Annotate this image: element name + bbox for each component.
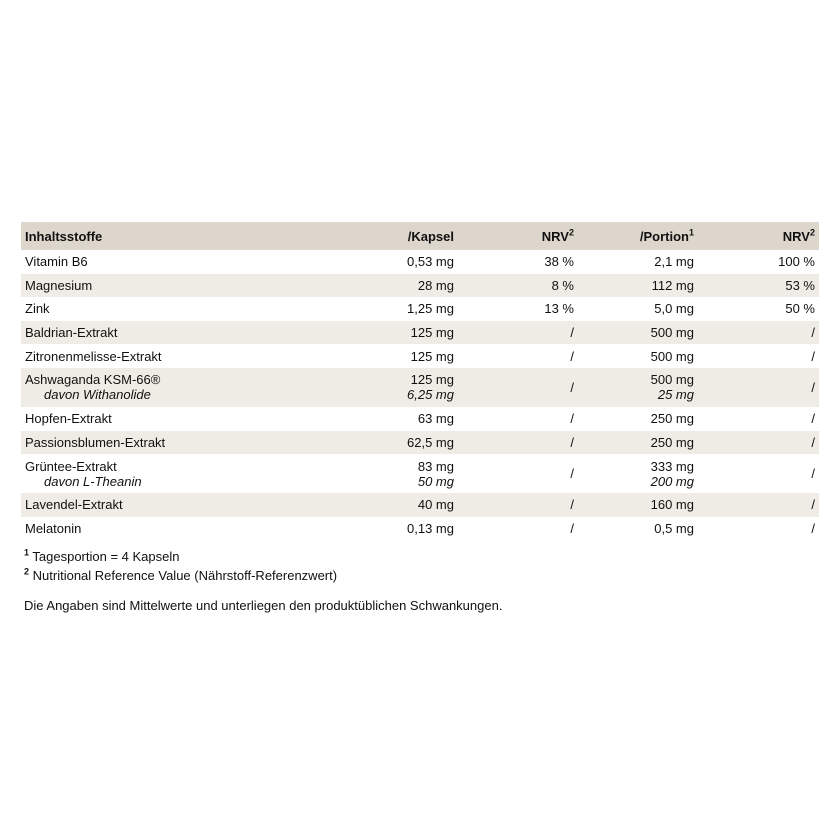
amount-per-capsule-sub-value: 50 mg — [417, 473, 454, 489]
amount-per-portion-value: 500 mg — [650, 372, 694, 388]
amount-per-portion: 500 mg — [650, 348, 694, 364]
amount-per-capsule: 28 mg — [417, 277, 454, 293]
amount-per-capsule: 0,13 mg — [407, 521, 454, 537]
table-row — [21, 274, 819, 298]
header-nrv-portion: NRV$^2$ — [782, 227, 815, 244]
nrv-per-capsule: / — [570, 466, 574, 482]
footnotes — [21, 547, 819, 585]
nrv-per-portion: 50 % — [785, 301, 815, 317]
amount-per-portion: 2,1 mg — [654, 254, 694, 270]
amount-per-portion: 5,0 mg — [654, 301, 694, 317]
ingredient-name: Baldrian-Extrakt — [25, 325, 118, 341]
footnote-2: $^2$ Nutritional Reference Value (Nährstoff-Referenzwert) — [24, 567, 338, 584]
amount-per-capsule-value: 125 mg — [410, 372, 454, 388]
amount-per-capsule: 63 mg — [417, 411, 454, 427]
ingredients-table — [21, 222, 819, 540]
ingredient-name: Hopfen-Extrakt — [25, 411, 112, 427]
ingredient-name: Magnesium — [25, 277, 93, 293]
amount-per-portion-value: 333 mg — [650, 458, 694, 474]
amount-per-capsule: 0,53 mg — [407, 254, 454, 270]
nutrition-panel — [21, 222, 819, 613]
amount-per-capsule: 1,25 mg — [407, 301, 454, 317]
amount-per-portion: 250 mg — [650, 434, 694, 450]
table-row — [21, 297, 819, 321]
ingredient-name — [21, 454, 341, 493]
amount-per-portion — [578, 368, 698, 407]
amount-per-capsule: 40 mg — [417, 497, 454, 513]
amount-per-capsule — [341, 368, 458, 407]
nrv-per-capsule: / — [570, 411, 574, 427]
nrv-per-capsule: / — [570, 521, 574, 537]
nrv-per-portion: 53 % — [785, 277, 815, 293]
amount-per-portion: 160 mg — [650, 497, 694, 513]
nrv-per-capsule: 13 % — [544, 301, 574, 317]
ingredient-name: Melatonin — [25, 521, 82, 537]
table-row — [21, 250, 819, 274]
nrv-per-capsule: / — [570, 379, 574, 395]
table-row — [21, 368, 819, 407]
amount-per-capsule: 125 mg — [410, 348, 454, 364]
ingredient-name-value: Grüntee-Extrakt — [25, 458, 117, 474]
table-row — [21, 431, 819, 455]
disclaimer: Die Angaben sind Mittelwerte und unterliegen den produktüblichen Schwankungen. — [24, 598, 503, 614]
ingredient-name-sub-value: davon Withanolide — [44, 387, 151, 403]
nrv-per-capsule: 8 % — [551, 277, 574, 293]
ingredient-name: Zink — [25, 301, 50, 317]
amount-per-capsule: 125 mg — [410, 325, 454, 341]
ingredient-name: Zitronenmelisse-Extrakt — [25, 348, 162, 364]
nrv-per-capsule: / — [570, 434, 574, 450]
nrv-per-capsule: / — [570, 497, 574, 513]
table-row — [21, 517, 819, 541]
nrv-per-portion: / — [811, 434, 815, 450]
table-row — [21, 344, 819, 368]
table-row — [21, 407, 819, 431]
table-body — [21, 250, 819, 540]
nrv-per-portion: / — [811, 411, 815, 427]
table-row — [21, 321, 819, 345]
amount-per-portion-sub-value: 25 mg — [657, 387, 694, 403]
footnote-1: $^1$ Tagesportion = 4 Kapseln — [24, 548, 180, 565]
ingredient-name-value: Ashwaganda KSM-66® — [25, 372, 161, 388]
header-per-capsule: /Kapsel — [407, 228, 454, 244]
nrv-per-capsule: / — [570, 348, 574, 364]
amount-per-capsule: 62,5 mg — [407, 434, 454, 450]
ingredient-name-sub-value: davon L-Theanin — [44, 473, 142, 489]
amount-per-portion: 500 mg — [650, 325, 694, 341]
header-per-portion: /Portion$^1$ — [639, 227, 694, 244]
table-row — [21, 454, 819, 493]
nrv-per-portion: 100 % — [778, 254, 815, 270]
ingredient-name: Lavendel-Extrakt — [25, 497, 123, 513]
ingredient-name — [21, 368, 341, 407]
table-row — [21, 493, 819, 517]
nrv-per-portion: / — [811, 348, 815, 364]
amount-per-portion: 250 mg — [650, 411, 694, 427]
ingredient-name: Vitamin B6 — [25, 254, 88, 270]
ingredient-name: Passionsblumen-Extrakt — [25, 434, 166, 450]
nrv-per-portion: / — [811, 466, 815, 482]
table-header-row — [21, 222, 819, 250]
nrv-per-portion: / — [811, 379, 815, 395]
header-nrv-capsule: NRV$^2$ — [541, 227, 574, 244]
amount-per-portion: 112 mg — [651, 277, 694, 293]
nrv-per-portion: / — [811, 521, 815, 537]
amount-per-portion: 0,5 mg — [654, 521, 694, 537]
nrv-per-capsule: 38 % — [544, 254, 574, 270]
amount-per-capsule — [341, 454, 458, 493]
nrv-per-capsule: / — [570, 325, 574, 341]
amount-per-capsule-value: 83 mg — [417, 458, 454, 474]
nrv-per-portion: / — [811, 497, 815, 513]
nrv-per-portion: / — [811, 325, 815, 341]
amount-per-portion-sub-value: 200 mg — [650, 473, 694, 489]
amount-per-portion — [578, 454, 698, 493]
header-ingredients: Inhaltsstoffe — [25, 228, 103, 244]
amount-per-capsule-sub-value: 6,25 mg — [407, 387, 454, 403]
